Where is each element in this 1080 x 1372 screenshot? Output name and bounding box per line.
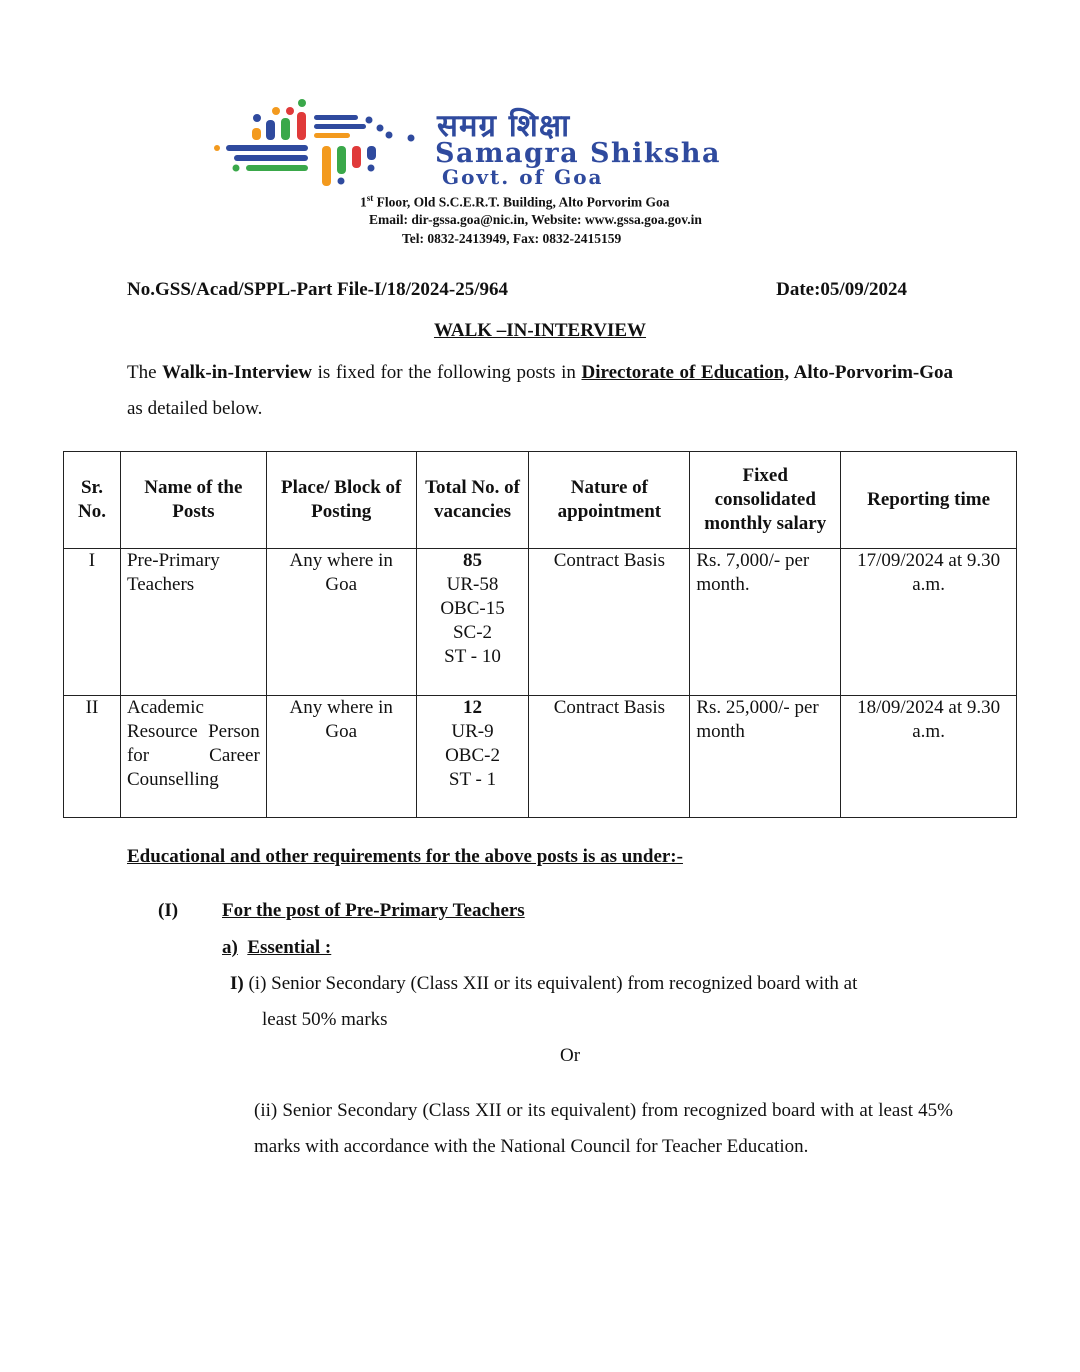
essential-heading: a) Essential :	[222, 937, 332, 958]
page-title: WALK –IN-INTERVIEW	[433, 320, 647, 341]
or-separator: Or	[560, 1045, 581, 1066]
samagra-shiksha-logo-icon	[214, 98, 419, 190]
table-row	[64, 696, 1017, 818]
row-vacancies: 12 UR-9 OBC-2 ST - 1	[416, 696, 529, 818]
brand-name-hindi: समग्र शिक्षा	[437, 108, 571, 144]
header-reporting: Reporting time	[841, 452, 1017, 549]
requirement-item-ii: (ii) Senior Secondary (Class XII or its equivalent) from recognized board with at least 45% marks with accordance with the National Council for Teacher Education.	[254, 1100, 953, 1157]
header-sr-no: Sr. No.	[64, 452, 121, 549]
brand-subtitle: Govt. of Goa	[442, 165, 604, 189]
email-website-line: Email: dir-gssa.goa@nic.in, Website: www.gssa.goa.gov.in	[369, 212, 702, 227]
header-post-name: Name of the Posts	[120, 452, 266, 549]
tel-fax-line: Tel: 0832-2413949, Fax: 0832-2415159	[402, 231, 622, 246]
header-salary: Fixed consolidated monthly salary	[690, 452, 841, 549]
section-number: (I)	[158, 900, 179, 921]
intro-paragraph: The Walk-in-Interview is fixed for the following posts in Directorate of Education, Alto-Porvorim-Goa as detailed below.	[127, 362, 953, 419]
row-reporting: 17/09/2024 at 9.30 a.m.	[841, 549, 1017, 696]
row-salary: Rs. 7,000/- per month.	[690, 549, 841, 696]
header-nature: Nature of appointment	[529, 452, 690, 549]
row-post-name: Pre-Primary Teachers	[120, 549, 266, 696]
document-date: Date:05/09/2024	[776, 279, 907, 300]
header-vacancies: Total No. of vacancies	[416, 452, 529, 549]
requirement-item-i-continued: least 50% marks	[262, 1009, 388, 1030]
section-title: For the post of Pre-Primary Teachers	[222, 900, 525, 921]
row-nature: Contract Basis	[529, 696, 690, 818]
address-line: 1st Floor, Old S.C.E.R.T. Building, Alto Porvorim Goa	[360, 193, 670, 210]
row-nature: Contract Basis	[529, 549, 690, 696]
row-sr-no: II	[64, 696, 121, 818]
row-post-name: Academic Resource Person for Career Counselling	[120, 696, 266, 818]
row-sr-no: I	[64, 549, 121, 696]
brand-name: Samagra Shiksha	[435, 138, 721, 169]
row-vacancies: 85 UR-58 OBC-15 SC-2 ST - 10	[416, 549, 529, 696]
row-place: Any where in Goa	[266, 696, 416, 818]
requirements-heading: Educational and other requirements for the above posts is as under:-	[127, 846, 683, 867]
table-header-row	[64, 452, 1017, 549]
requirement-item-i: I) (i) Senior Secondary (Class XII or its equivalent) from recognized board with at	[230, 973, 858, 994]
table-row	[64, 549, 1017, 696]
row-salary: Rs. 25,000/- per month	[690, 696, 841, 818]
posts-table	[63, 451, 1017, 818]
reference-number: No.GSS/Acad/SPPL-Part File-I/18/2024-25/964	[127, 279, 509, 300]
row-reporting: 18/09/2024 at 9.30 a.m.	[841, 696, 1017, 818]
header-place: Place/ Block of Posting	[266, 452, 416, 549]
row-place: Any where in Goa	[266, 549, 416, 696]
